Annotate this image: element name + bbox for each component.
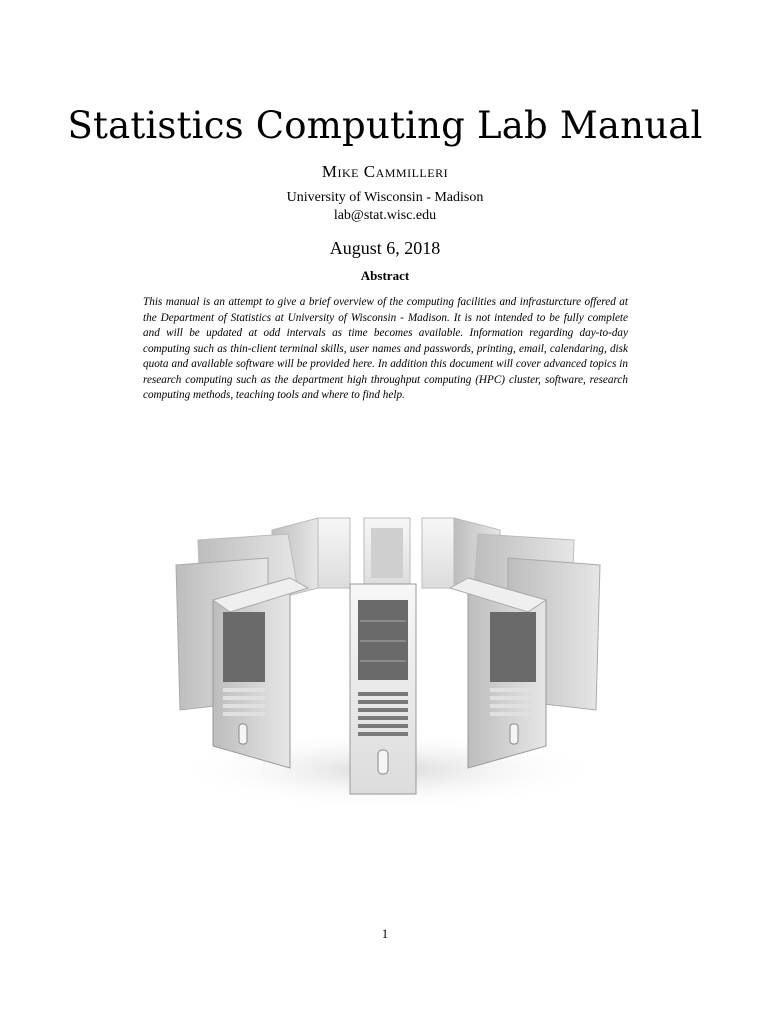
document-title: Statistics Computing Lab Manual	[67, 104, 703, 147]
page-number: 1	[381, 926, 389, 941]
abstract-heading: Abstract	[360, 268, 410, 283]
abstract-text: This manual is an attempt to give a brief overview of the computing facilities and infrasturcture offered at the Department of Statistics at University of Wisconsin - Madison. It is not intended to be fully complete and will be updated at odd intervals as time becomes available. Information regarding day-to-day computing such as thin-client terminal skills, user names and passwords, printing, email, calendaring, disk quota and available software will be provided here. In addition this document will cover advanced topics in research computing such as the department high throughput computing (HPC) cluster, software, research computing methods, teaching tools and where to find help.	[143, 296, 628, 401]
document-date: August 6, 2018	[329, 238, 441, 258]
server-towers-icon	[168, 500, 608, 810]
server-front-center	[350, 584, 416, 794]
server-back-center	[364, 518, 410, 588]
author-email: lab@stat.wisc.edu	[333, 208, 437, 223]
affiliation: University of Wisconsin - Madison	[286, 190, 484, 205]
author-name: Mike Cammilleri	[321, 162, 449, 181]
